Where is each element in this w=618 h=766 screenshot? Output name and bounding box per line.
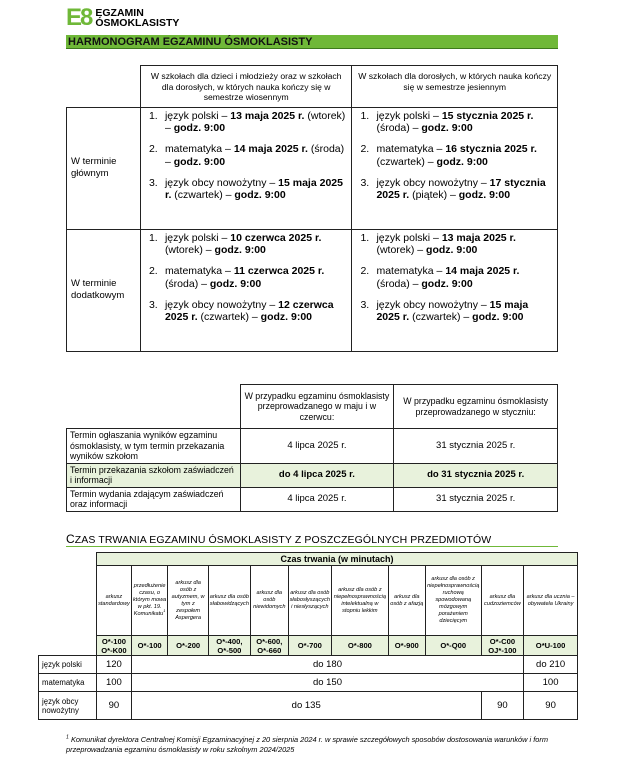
schedule-row-label: W terminie dodatkowym xyxy=(67,229,141,351)
schedule-item: 3. język obcy nowożytny – 12 czerwca 2025 r. (czwartek) – godz. 9:00 xyxy=(148,298,334,324)
schedule-item: 3. język obcy nowożytny – 17 stycznia 2025 r. (piątek) – godz. 9:00 xyxy=(360,176,546,202)
table-row: matematyka 100 do 150 100 xyxy=(39,674,578,692)
column-desc: przedłużenie czasu, o którym mowa w pkt. 19. Komunikatu$^1$ xyxy=(131,566,168,636)
schedule-item: 2. matematyka – 11 czerwca 2025 r. (środa) – godz. 9:00 xyxy=(148,265,325,290)
column-code: O*-200 xyxy=(168,636,208,656)
column-code: O*-600, O*-660 xyxy=(250,636,288,656)
column-desc: arkusz dla osób z niepełnosprawnością ruchową spowodowaną mózgowym porażeniem dziecięcym xyxy=(425,566,481,636)
column-code: O*-900 xyxy=(388,636,425,656)
section-title-schedule: HARMONOGRAM EGZAMINU ÓSMOKLASISTY xyxy=(66,35,558,49)
schedule-table xyxy=(66,65,558,352)
schedule-cell xyxy=(140,229,352,351)
subject-label: matematyka xyxy=(39,674,97,692)
column-desc: arkusz dla osób z autyzmem, w tym z zespołem Aspergera xyxy=(168,566,208,636)
column-code: O*-400, O*-500 xyxy=(208,636,250,656)
schedule-cell xyxy=(352,107,558,229)
schedule-header-autumn: W szkołach dla dorosłych, w których nauka kończy się w semestrze jesiennym xyxy=(352,66,558,108)
logo xyxy=(66,6,179,30)
subject-label: język polski xyxy=(39,656,97,674)
schedule-cell xyxy=(352,229,558,351)
table-row: język polski 120 do 180 do 210 xyxy=(39,656,578,674)
table-row: język obcy nowożytny 90 do 135 90 90 xyxy=(39,692,578,720)
column-code: O*-100 O*-K00 xyxy=(97,636,132,656)
schedule-item: 3. język obcy nowożytny – 15 maja 2025 r. (czwartek) – godz. 9:00 xyxy=(148,176,343,202)
column-code: O*-C00 OJ*-100 xyxy=(481,636,524,656)
column-desc: arkusz standardowy xyxy=(97,566,132,636)
schedule-header-spring: W szkołach dla dzieci i młodzieży oraz w szkołach dla dorosłych, w których nauka kończy się w semestrze wiosennym xyxy=(140,66,352,108)
schedule-item: 2. matematyka – 14 maja 2025 r. (środa) – godz. 9:00 xyxy=(360,265,520,290)
subject-label: język obcy nowożytny xyxy=(39,692,97,720)
column-code: O*-800 xyxy=(332,636,389,656)
column-code: O*-Q00 xyxy=(425,636,481,656)
table-row: Termin przekazania szkołom zaświadczeń i informacji do 4 lipca 2025 r. do 31 stycznia 2025 r. xyxy=(67,463,558,487)
schedule-row-label: W terminie głównym xyxy=(67,107,141,229)
column-desc: arkusz dla osób z niepełnosprawnością intelektualną w stopniu lekkim xyxy=(332,566,389,636)
schedule-item: 1. język polski – 13 maja 2025 r. (wtorek) – godz. 9:00 xyxy=(360,231,516,257)
column-desc: arkusz dla osób słabosłyszących i niesłyszących xyxy=(288,566,331,636)
schedule-cell xyxy=(140,107,352,229)
table-row: Termin ogłaszania wyników egzaminu ósmoklasisty, w tym termin przekazania wyników szkołom 4 lipca 2025 r. 31 stycznia 2025 r. xyxy=(67,429,558,464)
schedule-item: 1. język polski – 13 maja 2025 r. (wtorek) – godz. 9:00 xyxy=(148,109,346,135)
schedule-item: 2. matematyka – 16 stycznia 2025 r. (czwartek) – godz. 9:00 xyxy=(360,143,537,168)
column-desc: arkusz dla osób z afazją xyxy=(388,566,425,636)
column-desc: arkusz dla osób słabowidzących xyxy=(208,566,250,636)
section-divider xyxy=(66,546,558,547)
column-code: O*U-100 xyxy=(524,636,578,656)
results-header-jan: W przypadku egzaminu ósmoklasisty przeprowadzanego w styczniu: xyxy=(394,385,558,429)
duration-table xyxy=(38,552,578,720)
table-row: Termin wydania zdającym zaświadczeń oraz informacji 4 lipca 2025 r. 31 stycznia 2025 r. xyxy=(67,487,558,511)
column-desc: arkusz dla cudzoziemców xyxy=(481,566,524,636)
column-code: O*-700 xyxy=(288,636,331,656)
section-title-duration: CZAS TRWANIA EGZAMINU ÓSMOKLASISTY Z POSZCZEGÓLNYCH PRZEDMIOTÓW xyxy=(66,532,492,546)
results-table xyxy=(66,384,558,512)
footnote: $^1$ Komunikat dyrektora Centralnej Komisji Egzaminacyjnej z 20 sierpnia 2024 r. w sprawie szczegółowych sposobów dostosowania warunków i form przeprowadzania egzaminu ósmoklasisty w roku szkolnym 2024/2025 xyxy=(66,734,548,754)
schedule-item: 3. język obcy nowożytny – 15 maja 2025 r. (czwartek) – godz. 9:00 xyxy=(360,298,529,324)
column-code: O*-100 xyxy=(131,636,168,656)
logo-mark: E8 xyxy=(66,4,92,31)
logo-text: EGZAMIN ÓSMOKLASISTY xyxy=(95,7,180,29)
schedule-item: 1. język polski – 15 stycznia 2025 r. (środa) – godz. 9:00 xyxy=(360,109,534,135)
schedule-item: 2. matematyka – 14 maja 2025 r. (środa) – godz. 9:00 xyxy=(148,143,345,168)
column-desc: arkusz dla ucznia – obywatela Ukrainy xyxy=(524,566,578,636)
duration-header: Czas trwania (w minutach) xyxy=(97,553,578,566)
column-desc: arkusz dla osób niewidomych xyxy=(250,566,288,636)
results-header-may: W przypadku egzaminu ósmoklasisty przeprowadzanego w maju i w czerwcu: xyxy=(240,385,394,429)
schedule-item: 1. język polski – 10 czerwca 2025 r. (wtorek) – godz. 9:00 xyxy=(148,231,322,257)
